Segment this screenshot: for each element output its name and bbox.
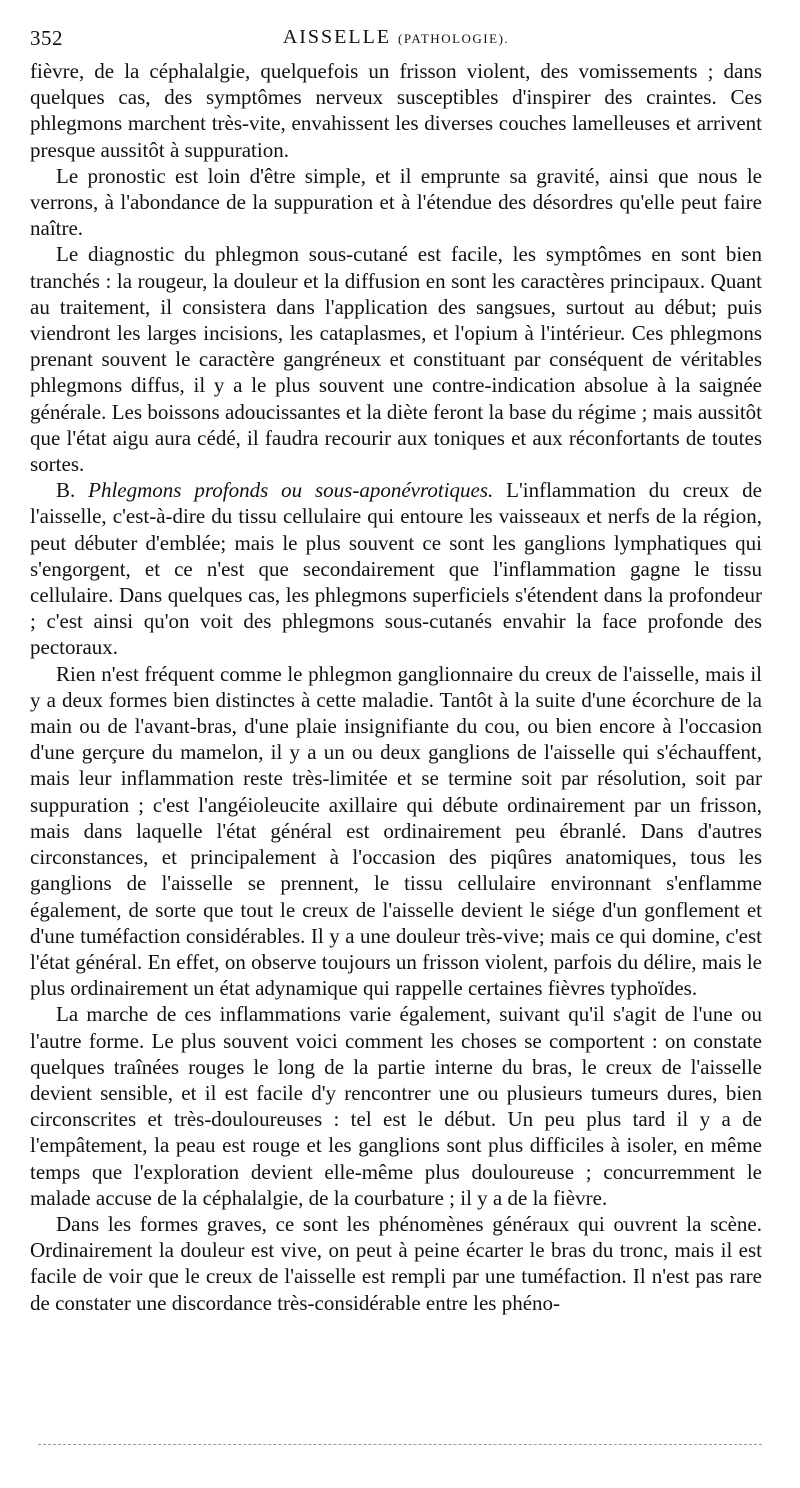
paragraph-phlegmon-ganglionnaire: Rien n'est fréquent comme le phlegmon ganglionnaire du creux de l'aisselle, mais il y a deux formes bien distinctes à cette maladie. Tantôt à la suite d'une écorchure de la main ou de l'avant-bras, d'une plaie insignifiante du cou, ou bien encore à l'occasion d'une gerçure du mamelon, il y a un ou deux ganglions de l'aisselle qui s'échauffent, mais leur inflammation reste très-limitée et se termine soit par résolution, soit par suppuration ; c'est l'angéioleucite axillaire qui débute ordinairement par un frisson, mais dans laquelle l'état général est ordinairement peu ébranlé. Dans d'autres circonstances, et principalement à l'occasion des piqûres anatomiques, tous les ganglions de l'aisselle se prennent, le tissu cellulaire environnant s'enflamme également, de sorte que tout le creux de l'aisselle devient le siége d'un gonflement et d'une tuméfaction considérables. Il y a une douleur très-vive; mais ce qui domine, c'est l'état général. En effet, on observe toujours un frisson violent, parfois du délire, mais le plus ordinairement un état adynamique qui rappelle certaines fièvres typhoïdes.: [30, 661, 762, 1001]
paragraph-diagnostic: Le diagnostic du phlegmon sous-cutané est facile, les symptômes en sont bien tranchés : la rougeur, la douleur et la diffusion en sont les caractères principaux. Quant au traitement, il consistera dans l'application des sangsues, surtout au début; puis viendront les larges incisions, les cataplasmes, et l'opium à l'intérieur. Ces phlegmons prenant souvent le caractère gangréneux et constituant par conséquent de véritables phlegmons diffus, il y a le plus souvent une contre-indication absolue à la saignée générale. Les boissons adoucissantes et la diète feront la base du régime ; mais aussitôt que l'état aigu aura cédé, il faudra recourir aux toniques et aux réconfortants de toutes sortes.: [30, 242, 762, 477]
section-letter: B.: [56, 478, 76, 503]
paragraph-marche: La marche de ces inflammations varie également, suivant qu'il s'agit de l'une ou l'autre forme. Le plus souvent voici comment les choses se comportent : on constate quelques traînées rouges le long de la partie interne du bras, le creux de l'aisselle devient sensible, et il est facile d'y rencontrer une ou plusieurs tumeurs dures, bien circonscrites et très-douloureuses : tel est le début. Un peu plus tard il y a de l'empâtement, la peau est rouge et les ganglions sont plus difficiles à isoler, en même temps que l'exploration devient elle-même plus douloureuse ; concurremment le malade accuse de la céphalalgie, de la courbature ; il y a de la fièvre.: [30, 1002, 762, 1210]
page-header: [30, 26, 762, 54]
paragraph-pronostic: Le pronostic est loin d'être simple, et il emprunte sa gravité, ainsi que nous le verrons, à l'abondance de la suppuration et à l'étendue des désordres qu'elle peut faire naître.: [30, 163, 762, 241]
section-body: L'inflammation du creux de l'aisselle, c'est-à-dire du tissu cellulaire qui entoure les vaisseaux et nerfs de la région, peut débuter d'emblée; mais le plus souvent ce sont les ganglions lymphatiques qui s'engorgent, et ce n'est que secondairement que l'inflammation gagne le tissu cellulaire. Dans quelques cas, les phlegmons superficiels s'étendent dans la profondeur ; c'est ainsi qu'on voit des phlegmons sous-cutanés envahir la face profonde des pectoraux.: [30, 478, 762, 660]
section-heading: Phlegmons profonds ou sous-aponévrotiques.: [88, 478, 494, 503]
paragraph-formes-graves: Dans les formes graves, ce sont les phénomènes généraux qui ouvrent la scène. Ordinairement la douleur est vive, on peut à peine écarter le bras du tronc, mais il est facile de voir que le creux de l'aisselle est rempli par une tuméfaction. Il n'est pas rare de constater une discordance très-considérable entre les phéno-: [30, 1211, 762, 1315]
paragraph-phlegmons-profonds: [30, 477, 762, 660]
running-head-subtitle: (PATHOLOGIE).: [398, 31, 510, 46]
page-number: 352: [30, 26, 63, 50]
paragraph-continuation: fièvre, de la céphalalgie, quelquefois un frisson violent, des vomissements ; dans quelques cas, des symptômes nerveux susceptibles d'inspirer des craintes. Ces phlegmons marchent très-vite, envahissent les diverses couches lamelleuses et arrivent presque aussitôt à suppuration.: [30, 59, 762, 162]
running-head-title: AISSELLE: [282, 26, 392, 48]
running-head: [30, 26, 762, 49]
body-text: [30, 58, 762, 1316]
page-bottom-rule: [38, 1444, 762, 1445]
